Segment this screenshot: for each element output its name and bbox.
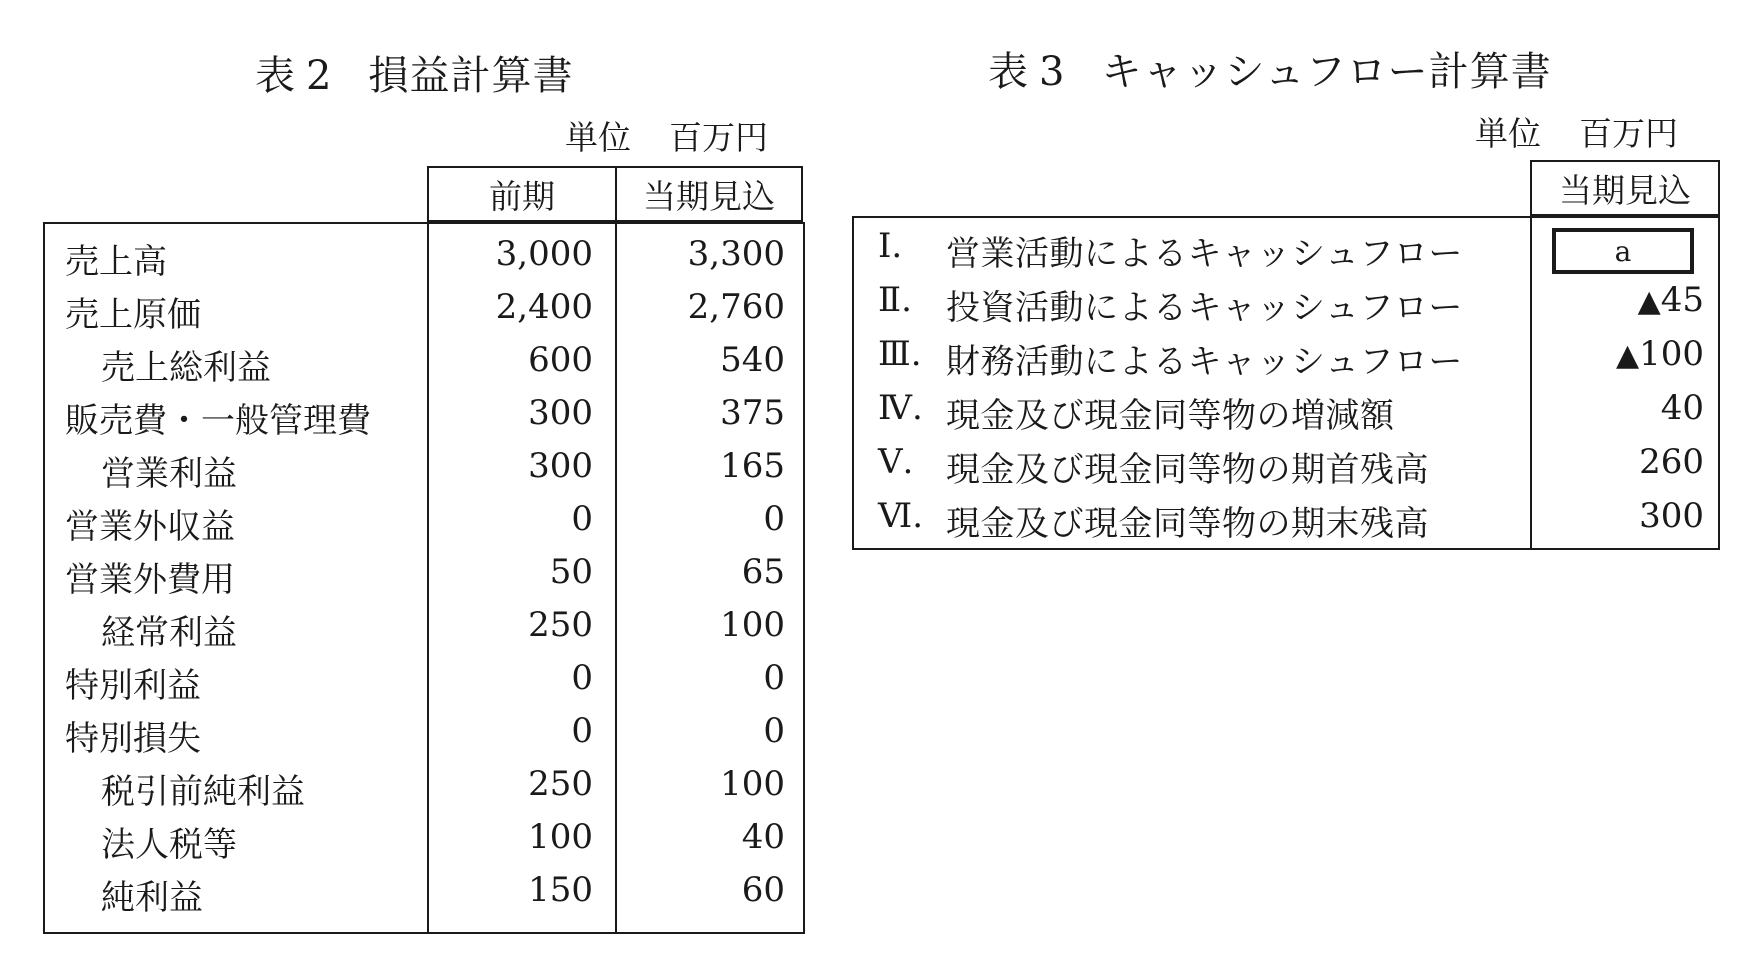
row-label: 法人税等 (101, 825, 237, 865)
table3-title-number: 3 (1039, 49, 1066, 95)
row-prior-value: 250 (528, 605, 593, 645)
row-label: 販売費・一般管理費 (65, 401, 371, 441)
table3-unit-label: 単位 (1475, 114, 1541, 153)
row-current-value: 2,760 (687, 287, 785, 327)
row-label: 純利益 (101, 878, 203, 918)
table2-title-text: 損益計算書 (368, 53, 574, 99)
row-current-value: 60 (741, 870, 785, 910)
table-row (45, 546, 803, 599)
row-roman-numeral: Ⅲ. (878, 334, 922, 374)
row-current-value: 0 (763, 711, 785, 751)
row-label: 現金及び現金同等物の期末残高 (946, 504, 1429, 544)
table-row (45, 652, 803, 705)
table-row (45, 493, 803, 546)
row-label: 経常利益 (101, 613, 237, 653)
answer-box-label: a (1614, 234, 1632, 268)
table-row (854, 328, 1718, 382)
row-prior-value: 0 (571, 658, 593, 698)
row-prior-value: 250 (528, 764, 593, 804)
table-row (854, 436, 1718, 490)
table-row (45, 387, 803, 440)
table3-unit-value: 百万円 (1579, 114, 1678, 153)
row-current-value: 65 (741, 552, 785, 592)
row-prior-value: 150 (528, 870, 593, 910)
row-label: 売上高 (65, 242, 167, 282)
row-current-value: 0 (763, 499, 785, 539)
row-value: 260 (1639, 442, 1704, 482)
row-current-value: 40 (741, 817, 785, 857)
table2-header-current: 当期見込 (643, 176, 775, 216)
table-row (45, 281, 803, 334)
row-prior-value: 600 (528, 340, 593, 380)
row-label: 売上総利益 (101, 348, 271, 388)
row-roman-numeral: Ⅵ. (878, 496, 924, 536)
row-label: 現金及び現金同等物の期首残高 (946, 450, 1429, 490)
row-value-number: 100 (1639, 334, 1704, 374)
answer-box-a (1552, 228, 1694, 274)
table-row (854, 274, 1718, 328)
table3-header-current: 当期見込 (1530, 160, 1720, 216)
row-value (1544, 334, 1704, 374)
table2-unit-label: 単位 (565, 118, 631, 157)
table3-title-text: キャッシュフロー計算書 (1101, 49, 1552, 95)
table-row (45, 705, 803, 758)
row-roman-numeral: Ⅴ. (878, 442, 914, 482)
row-roman-numeral: Ⅰ. (878, 226, 903, 266)
table-row (45, 758, 803, 811)
row-prior-value: 2,400 (495, 287, 593, 327)
negative-triangle-icon: ▲ (1637, 284, 1661, 319)
table2-body (43, 222, 805, 934)
table-row (45, 440, 803, 493)
row-prior-value: 0 (571, 711, 593, 751)
table2-unit-value: 百万円 (669, 118, 768, 157)
row-roman-numeral: Ⅱ. (878, 280, 912, 320)
table2-header-prior: 前期 (429, 168, 617, 220)
table2-header (427, 166, 803, 222)
row-value (1544, 280, 1704, 320)
table-row (854, 220, 1718, 274)
row-prior-value: 0 (571, 499, 593, 539)
row-label: 特別利益 (65, 666, 201, 706)
table-row (45, 334, 803, 387)
row-value-number: 45 (1660, 280, 1704, 320)
row-label: 営業外費用 (65, 560, 235, 600)
row-label: 投資活動によるキャッシュフロー (946, 288, 1463, 328)
row-prior-value: 300 (528, 446, 593, 486)
row-prior-value: 3,000 (495, 234, 593, 274)
table2-unit (565, 112, 768, 159)
row-label: 特別損失 (65, 719, 201, 759)
table2-title-prefix: 表 (255, 53, 296, 99)
row-value: 300 (1639, 496, 1704, 536)
row-label: 税引前純利益 (101, 772, 305, 812)
row-label: 売上原価 (65, 295, 201, 335)
row-label: 営業活動によるキャッシュフロー (946, 234, 1463, 274)
row-label: 営業利益 (101, 454, 237, 494)
table3-title-prefix: 表 (988, 49, 1029, 95)
row-roman-numeral: Ⅳ. (878, 388, 923, 428)
row-current-value: 375 (720, 393, 785, 433)
row-current-value: 100 (720, 764, 785, 804)
table3-body (852, 216, 1720, 550)
table-row (45, 864, 803, 917)
row-prior-value: 50 (549, 552, 593, 592)
row-label: 財務活動によるキャッシュフロー (946, 342, 1463, 382)
table-row (854, 490, 1718, 544)
negative-triangle-icon: ▲ (1616, 338, 1640, 373)
row-current-value: 540 (720, 340, 785, 380)
table2-title-number: 2 (306, 53, 333, 99)
table-row (854, 382, 1718, 436)
table-row (45, 228, 803, 281)
row-label: 営業外収益 (65, 507, 235, 547)
table3-title (988, 40, 1552, 97)
row-value: 40 (1660, 388, 1704, 428)
row-prior-value: 300 (528, 393, 593, 433)
row-current-value: 3,300 (687, 234, 785, 274)
table-row (45, 599, 803, 652)
row-current-value: 165 (720, 446, 785, 486)
row-current-value: 0 (763, 658, 785, 698)
table3-unit (1475, 108, 1678, 155)
row-prior-value: 100 (528, 817, 593, 857)
table2-title (255, 44, 573, 101)
row-current-value: 100 (720, 605, 785, 645)
row-label: 現金及び現金同等物の増減額 (946, 396, 1395, 436)
table-row (45, 811, 803, 864)
